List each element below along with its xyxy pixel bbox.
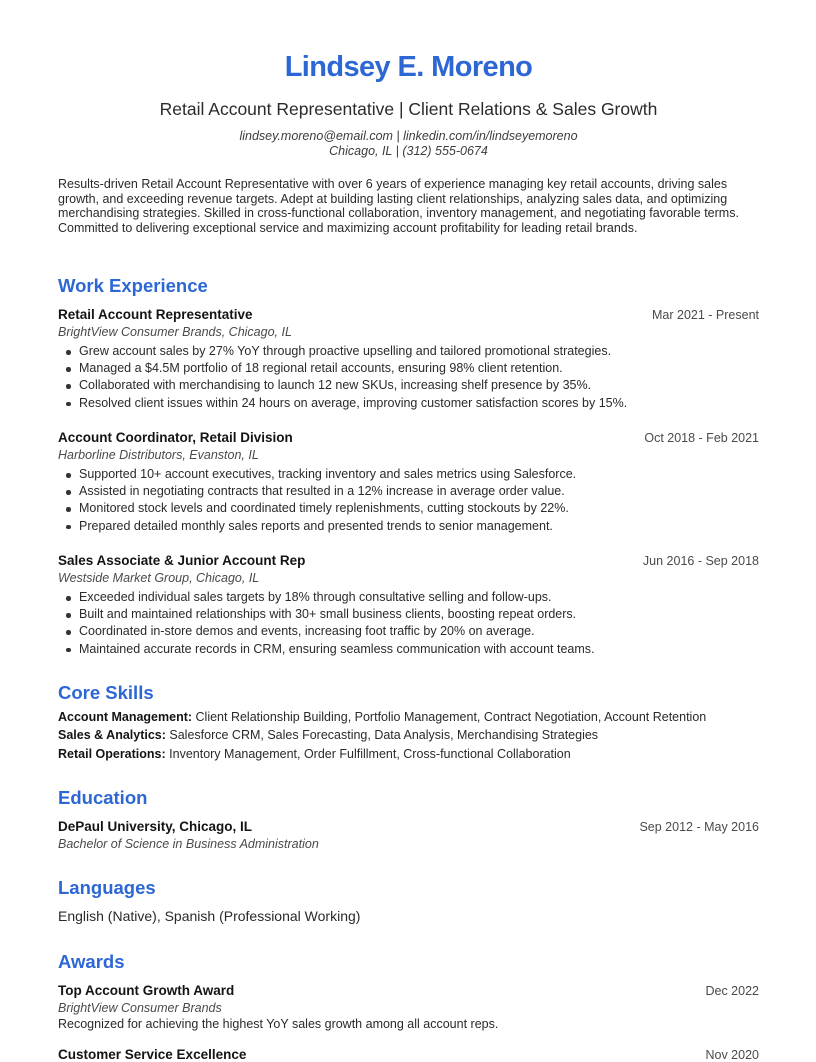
professional-summary: Results-driven Retail Account Representative with over 6 years of experience managing key retail accounts, driving sales growth, and exceeding revenue targets. Adept at building lasting client relationships, analyzing sales data, and optimizing merchandising strategies. Skilled in cross-functional collaboration, inventory management, and negotiating favorable terms. Committed to delivering exceptional service and maximizing account profitability for leading retail brands. [58, 177, 739, 235]
job-dates: Oct 2018 - Feb 2021 [644, 431, 759, 445]
skill-label: Sales & Analytics: [58, 728, 166, 742]
job-title: Retail Account Representative [58, 307, 253, 322]
candidate-name: Lindsey E. Moreno [284, 51, 533, 83]
education-dates: Sep 2012 - May 2016 [639, 820, 759, 834]
job-bullet: Coordinated in-store demos and events, increasing foot traffic by 20% on average. [58, 623, 595, 640]
contact-line-location-phone: Chicago, IL | (312) 555-0674 [329, 144, 488, 158]
section-title-work-experience: Work Experience [58, 275, 208, 296]
award-organization: BrightView Consumer Brands [58, 1001, 222, 1015]
job-bullet: Grew account sales by 27% YoY through proactive upselling and tailored promotional strategies. [58, 343, 627, 360]
section-title-education: Education [58, 787, 148, 808]
section-title-awards: Awards [58, 951, 125, 972]
job-bullet: Monitored stock levels and coordinated timely replenishments, cutting stockouts by 22%. [58, 500, 576, 517]
job-bullet: Exceeded individual sales targets by 18% through consultative selling and follow-ups. [58, 589, 595, 606]
job-company: Harborline Distributors, Evanston, IL [58, 448, 259, 462]
education-school: DePaul University, Chicago, IL [58, 819, 253, 834]
award-date: Dec 2022 [705, 984, 759, 998]
job-bullet: Supported 10+ account executives, tracking inventory and sales metrics using Salesforce. [58, 466, 576, 483]
job-dates: Mar 2021 - Present [652, 308, 759, 322]
skill-line [58, 728, 598, 742]
skill-value: Client Relationship Building, Portfolio Management, Contract Negotiation, Account Retention [192, 710, 707, 724]
skill-value: Salesforce CRM, Sales Forecasting, Data Analysis, Merchandising Strategies [165, 728, 599, 742]
skill-label: Retail Operations: [58, 747, 166, 761]
award-title: Top Account Growth Award [58, 983, 235, 998]
skill-line [58, 710, 706, 724]
skill-label: Account Management: [58, 710, 193, 724]
job-bullet-list [58, 589, 595, 658]
job-dates: Jun 2016 - Sep 2018 [642, 554, 759, 568]
candidate-headline: Retail Account Representative | Client Relations & Sales Growth [159, 99, 658, 119]
job-bullet: Assisted in negotiating contracts that resulted in a 12% increase in average order value. [58, 483, 576, 500]
job-bullet-list [58, 466, 576, 535]
job-company: BrightView Consumer Brands, Chicago, IL [58, 325, 292, 339]
languages-text: English (Native), Spanish (Professional Working) [58, 908, 361, 924]
job-bullet: Resolved client issues within 24 hours on average, improving customer satisfaction scores by 15%. [58, 395, 627, 412]
section-title-languages: Languages [58, 877, 156, 898]
job-bullet: Prepared detailed monthly sales reports and presented trends to senior management. [58, 518, 576, 535]
section-title-core-skills: Core Skills [58, 682, 154, 703]
job-bullet: Collaborated with merchandising to launch 12 new SKUs, increasing shelf presence by 35%. [58, 377, 627, 394]
job-bullet: Built and maintained relationships with 30+ small business clients, boosting repeat orders. [58, 606, 595, 623]
award-title: Customer Service Excellence [58, 1047, 247, 1062]
job-title: Sales Associate & Junior Account Rep [58, 553, 306, 568]
education-degree: Bachelor of Science in Business Administration [58, 837, 319, 851]
contact-line-email-linkedin: lindsey.moreno@email.com | linkedin.com/in/lindseyemoreno [239, 129, 578, 143]
award-description: Recognized for achieving the highest YoY sales growth among all account reps. [58, 1017, 499, 1031]
job-bullet: Managed a $4.5M portfolio of 18 regional retail accounts, ensuring 98% client retention. [58, 360, 627, 377]
award-date: Nov 2020 [705, 1048, 759, 1062]
job-title: Account Coordinator, Retail Division [58, 430, 293, 445]
job-bullet-list [58, 343, 627, 412]
skill-value: Inventory Management, Order Fulfillment, Cross-functional Collaboration [165, 747, 571, 761]
skill-line [58, 747, 571, 761]
job-bullet: Maintained accurate records in CRM, ensuring seamless communication with account teams. [58, 641, 595, 658]
job-company: Westside Market Group, Chicago, IL [58, 571, 260, 585]
